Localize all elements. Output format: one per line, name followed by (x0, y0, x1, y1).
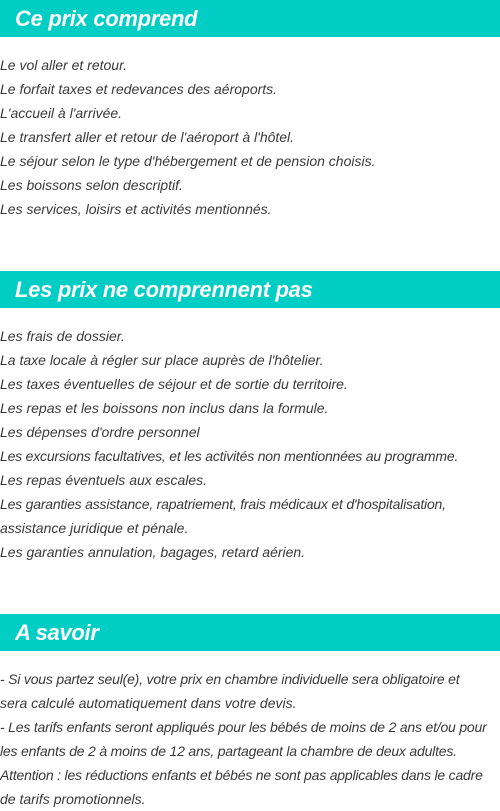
list-item: les enfants de 2 à moins de 12 ans, partageant la chambre de deux adultes. (0, 743, 457, 759)
list-item: - Si vous partez seul(e), votre prix en chambre individuelle sera obligatoire et (0, 671, 460, 687)
list-item: Le vol aller et retour. (0, 57, 128, 73)
list-item: Le forfait taxes et redevances des aéroports. (0, 81, 278, 97)
list-item: Les services, loisirs et activités mentionnés. (0, 201, 272, 217)
list-item: La taxe locale à régler sur place auprès de l'hôtelier. (0, 352, 324, 368)
list-item: sera calculé automatiquement dans votre devis. (0, 695, 297, 711)
section-header-ce-prix-comprend (0, 0, 500, 37)
list-item: Les frais de dossier. (0, 328, 125, 344)
section-title: Ce prix comprend (15, 5, 198, 31)
list-item: Les boissons selon descriptif. (0, 177, 183, 193)
list-item: Les repas éventuels aux escales. (0, 472, 208, 488)
list-item: - Les tarifs enfants seront appliqués pour les bébés de moins de 2 ans et/ou pour (0, 719, 487, 735)
section-title: A savoir (15, 619, 99, 645)
list-item: Les garanties annulation, bagages, retard aérien. (0, 544, 306, 560)
list-item: Les excursions facultatives, et les activités non mentionnées au programme. (0, 448, 459, 464)
list-item: Le séjour selon le type d'hébergement et de pension choisis. (0, 153, 376, 169)
list-item: Le transfert aller et retour de l'aéroport à l'hôtel. (0, 129, 295, 145)
list-item: Les dépenses d'ordre personnel (0, 424, 200, 440)
section-body-a-savoir (0, 667, 500, 811)
list-item: Attention : les réductions enfants et bébés ne sont pas applicables dans le cadre (0, 767, 483, 783)
list-item: Les garanties assistance, rapatriement, frais médicaux et d'hospitalisation, (0, 496, 446, 512)
list-item: L'accueil à l'arrivée. (0, 105, 123, 121)
list-item: de tarifs promotionnels. (0, 791, 146, 807)
list-item: Les repas et les boissons non inclus dans la formule. (0, 400, 329, 416)
section-header-les-prix-ne-comprennent-pas (0, 271, 500, 308)
section-header-a-savoir (0, 614, 500, 651)
list-item: assistance juridique et pénale. (0, 520, 189, 536)
section-body-les-prix-ne-comprennent-pas (0, 324, 500, 564)
section-title: Les prix ne comprennent pas (15, 276, 313, 302)
list-item: Les taxes éventuelles de séjour et de sortie du territoire. (0, 376, 348, 392)
section-body-ce-prix-comprend (0, 53, 500, 221)
